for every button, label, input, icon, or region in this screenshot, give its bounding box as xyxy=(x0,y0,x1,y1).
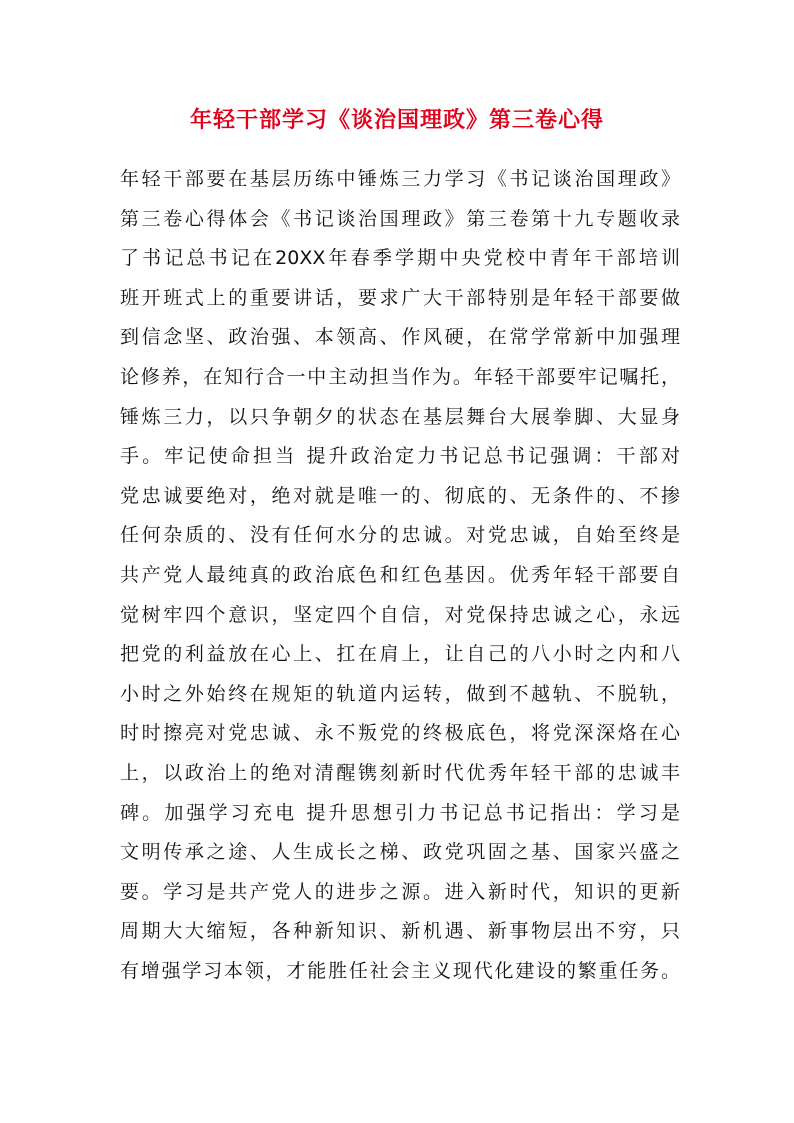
body-line: 到信念坚、政治强、本领高、作风硬，在常学常新中加强理 xyxy=(120,326,680,349)
body-line: 把党的利益放在心上、扛在肩上，让自己的八小时之内和八 xyxy=(120,643,680,666)
body-line: 任何杂质的、没有任何水分的忠诚。对党忠诚，自始至终是 xyxy=(120,524,680,547)
body-line: 党忠诚要绝对，绝对就是唯一的、彻底的、无条件的、不掺 xyxy=(120,484,680,507)
body-line: 论修养，在知行合一中主动担当作为。年轻干部要牢记嘱托， xyxy=(120,365,680,388)
body-line: 文明传承之途、人生成长之梯、政党巩固之基、国家兴盛之 xyxy=(120,841,680,864)
body-line: 要。学习是共产党人的进步之源。进入新时代，知识的更新 xyxy=(120,880,680,903)
body-line: 锤炼三力，以只争朝夕的状态在基层舞台大展拳脚、大显身 xyxy=(120,405,680,428)
body-line: 年轻干部要在基层历练中锤炼三力学习《书记谈治国理政》 xyxy=(120,168,680,190)
body-line: 共产党人最纯真的政治底色和红色基因。优秀年轻干部要自 xyxy=(120,563,680,586)
body-line: 手。牢记使命担当 提升政治定力书记总书记强调：干部对 xyxy=(120,445,680,468)
body-line: 第三卷心得体会《书记谈治国理政》第三卷第十九专题收录 xyxy=(120,207,680,230)
body-line: 小时之外始终在规矩的轨道内运转，做到不越轨、不脱轨， xyxy=(120,682,680,705)
body-line: 了书记总书记在20XX年春季学期中央党校中青年干部培训 xyxy=(120,247,680,270)
body-line: 上，以政治上的绝对清醒镌刻新时代优秀年轻干部的忠诚丰 xyxy=(120,761,680,784)
body-line: 时时擦亮对党忠诚、永不叛党的终极底色，将党深深烙在心 xyxy=(120,722,680,745)
body-line: 有增强学习本领，才能胜任社会主义现代化建设的繁重任务。 xyxy=(120,959,680,982)
document-title: 年轻干部学习《谈治国理政》第三卷心得 xyxy=(189,107,604,133)
body-line: 碑。加强学习充电 提升思想引力书记总书记指出：学习是 xyxy=(120,801,680,824)
document-body xyxy=(120,160,680,991)
body-line: 觉树牢四个意识，坚定四个自信，对党保持忠诚之心，永远 xyxy=(120,603,680,626)
body-line: 周期大大缩短，各种新知识、新机遇、新事物层出不穷，只 xyxy=(120,920,680,943)
body-line: 班开班式上的重要讲话，要求广大干部特别是年轻干部要做 xyxy=(120,286,680,309)
